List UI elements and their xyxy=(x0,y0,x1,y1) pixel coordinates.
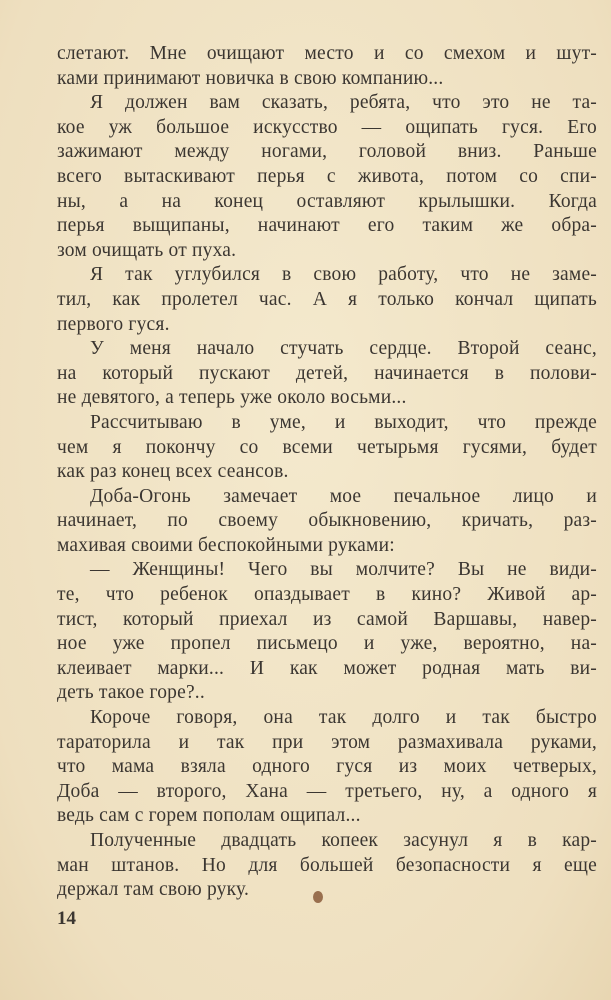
text-line: ками принимают новичка в свою компанию... xyxy=(57,67,444,89)
text-line: ман штанов. Но для большей безопасности я еще xyxy=(57,854,597,876)
text-line: Я должен вам сказать, ребята, что это не та- xyxy=(90,92,597,114)
text-line: У меня начало стучать сердце. Второй сеанс, xyxy=(90,338,597,360)
text-line: — Женщины! Чего вы молчите? Вы не види- xyxy=(90,559,597,581)
text-line: всего вытаскивают перья с живота, потом со спи- xyxy=(57,165,597,187)
text-line: держал там свою руку. xyxy=(57,879,250,901)
text-line: Доба — второго, Хана — третьего, ну, а одного я xyxy=(57,780,597,802)
text-line: Я так углубился в свою работу, что не заме- xyxy=(90,264,597,286)
text-line: как раз конец всех сеансов. xyxy=(57,461,289,483)
text-line: ведь сам с горем пополам ощипал... xyxy=(57,805,361,827)
text-line: деть такое горе?.. xyxy=(57,682,205,704)
text-line: первого гуся. xyxy=(57,313,170,335)
body-text xyxy=(57,42,597,903)
text-line: начинает, по своему обыкновению, кричать, раз- xyxy=(57,510,597,532)
text-line: Короче говоря, она так долго и так быстро xyxy=(90,707,597,729)
text-line: слетают. Мне очищают место и со смехом и шут- xyxy=(57,43,597,64)
text-line: Доба-Огонь замечает мое печальное лицо и xyxy=(90,485,597,507)
text-line: ны, а на конец оставляют крылышки. Когда xyxy=(57,190,597,212)
text-line: на который пускают детей, начинается в полови- xyxy=(57,362,597,384)
text-line: махивая своими беспокойными руками: xyxy=(57,534,395,556)
text-line: не девятого, а теперь уже около восьми... xyxy=(57,387,407,409)
text-line: ное уже пропел письмецо и уже, вероятно, на- xyxy=(57,633,597,655)
text-line: Полученные двадцать копеек засунул я в кар- xyxy=(90,830,597,851)
text-line: чем я покончу со всеми четырьмя гусями, будет xyxy=(57,436,597,458)
text-line: что мама взяла одного гуся из моих четверых, xyxy=(57,756,597,778)
text-line: перья выщипаны, начинают его таким же обра- xyxy=(57,215,597,237)
text-line: тараторила и так при этом размахивала руками, xyxy=(57,731,597,753)
ink-stain xyxy=(313,891,323,903)
text-line: тил, как пролетел час. А я только кончал щипать xyxy=(57,288,597,310)
text-line: зом очищать от пуха. xyxy=(57,239,237,261)
text-line: кое уж большое искусство — ощипать гуся. Его xyxy=(57,116,597,138)
text-line: тист, который приехал из самой Варшавы, навер- xyxy=(57,608,597,630)
text-line: зажимают между ногами, головой вниз. Раньше xyxy=(57,141,597,163)
text-line: те, что ребенок опаздывает в кино? Живой ар- xyxy=(57,584,597,606)
page-number: 14 xyxy=(57,908,76,929)
text-line: Рассчитываю в уме, и выходит, что прежде xyxy=(90,411,597,433)
text-line: клеивает марки... И как может родная мать ви- xyxy=(57,657,597,679)
